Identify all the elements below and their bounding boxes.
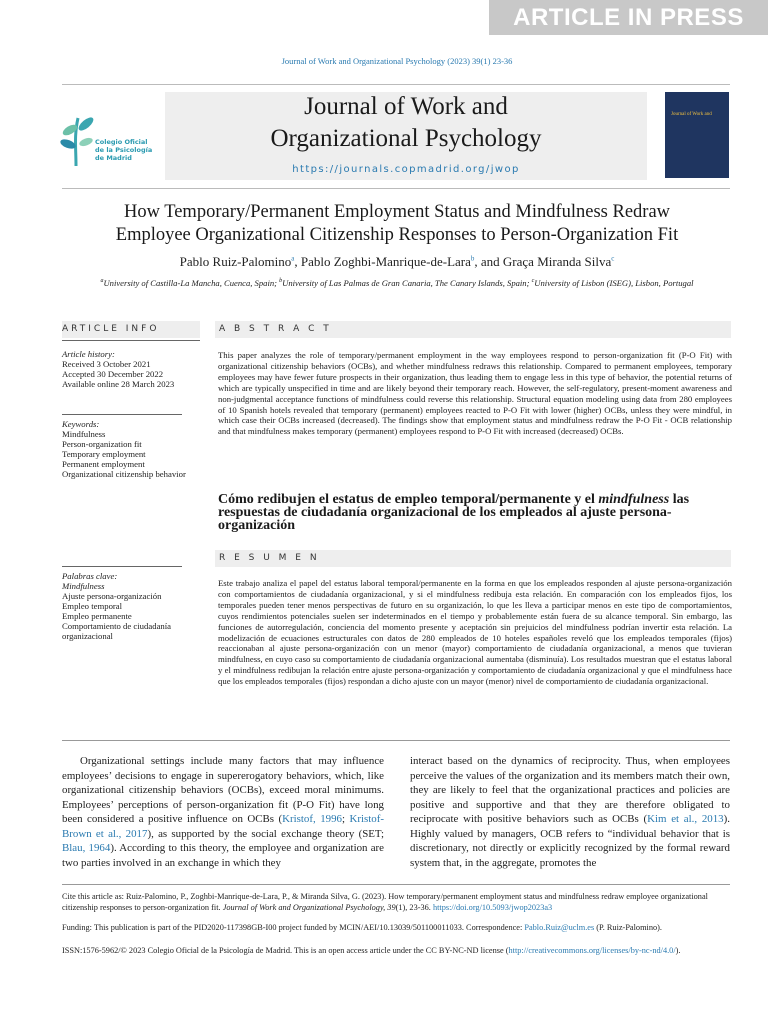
citation-link[interactable]: Kristof, 1996 xyxy=(282,813,342,825)
logo-text-line: de Madrid xyxy=(95,154,132,162)
cover-title: Journal of Work and xyxy=(671,112,712,117)
publisher-logo xyxy=(60,104,160,174)
body-text: ), as supported by the social exchange theory (SET; xyxy=(147,827,384,840)
divider xyxy=(62,340,200,341)
keywords-label: Keywords: xyxy=(62,419,100,429)
keyword: Ajuste persona-organización xyxy=(62,591,162,601)
history-item: Received 3 October 2021 xyxy=(62,359,151,369)
body-text: interact based on the dynamics of reciprocity. Thus, when employees perceive the values of the organization and its members match their own, they are likely to feel that the organizational practices and policies are positive and supportive and that they are therefore obligated to reciprocate with positive behaviors such as OCBs ( xyxy=(410,755,730,825)
citation-link[interactable]: Blau, 1964 xyxy=(62,842,111,854)
article-in-press-banner: ARTICLE IN PRESS xyxy=(489,0,768,35)
abstract-header: A B S T R A C T xyxy=(215,321,731,338)
spanish-title xyxy=(218,493,732,532)
history-item: Available online 28 March 2023 xyxy=(62,379,175,389)
body-text: ). Highly valued by managers, OCB refers to “individual behavior that is discretionary, not directly or explicitly recognized by the formal reward system that, in the aggregate, promotes the xyxy=(410,813,730,869)
journal-cover-thumbnail xyxy=(665,92,729,178)
funding-text: (P. Ruiz-Palomino). xyxy=(594,923,662,932)
affiliation: University of Las Palmas de Gran Canaria, The Canary Islands, Spain; xyxy=(282,278,532,288)
journal-reference[interactable]: Journal of Work and Organizational Psychology (2023) 39(1) 23-36 xyxy=(281,56,513,66)
author-name[interactable]: Pablo Zoghbi-Manrique-de-Lara xyxy=(300,254,471,269)
divider xyxy=(62,740,730,741)
divider xyxy=(62,188,730,189)
divider xyxy=(62,84,730,85)
citation-link[interactable]: Kristof-Brown et al., 2017 xyxy=(62,813,384,840)
body-text: ; xyxy=(342,813,350,825)
resumen-text: Este trabajo analiza el papel del estatus laboral temporal/permanente en la forma en que los empleados responden al ajuste persona-organización con comportamientos de ciudadanía organizacional, y si el mindfulness redibuja esta relación. En comparación con los empleados fijos, los temporales pueden tener menos perspectivas de futuro en su organización, lo que les lleva a participar menos en este tipo de comportamientos, cuyos rendimientos potenciales suelen ser indeterminados en el tiempo y probablemente están fuera de su alcance temporal. Sin embargo, las funciones de autorregulación, conciencia del momento presente y aceptación sin prejuicios del mindfulness podrían invertir esta relación. La modelización de ecuaciones estructurales con datos de 280 empleados de 10 hoteles españoles reveló que los empleados temporales (fijos) reaccionaban al ajuste persona-organización con un menor (mayor) comportamiento de ciudadanía organizacional, a menos que tuvieran mindfulness, en cuyo caso su comportamiento de ciudadanía organizacional aumentaba (disminuía). Los resultados muestran que el estatus laboral y el mindfulness redibujan la relación entre ajuste persona-organización y comportamiento de ciudadanía organizacional y que el mindfulness hace que los empleados temporales (fijos) respondan a dicho ajuste con un mayor (menor) nivel de comportamiento de ciudadanía organizacional. xyxy=(218,578,732,687)
body-text: Organizational settings include many factors that may influence employees’ decisions to engage in supererogatory behaviors, which, like organizational citizenship behaviors (OCBs), exceed moral minimums. Employees’ perceptions of person-organization fit (P-O Fit) have long been considered a positive influence on OCBs ( xyxy=(62,755,384,825)
citation-link[interactable]: Kim et al., 2013 xyxy=(647,813,724,825)
license-link[interactable]: http://creativecommons.org/licenses/by-nc-nd/4.0/ xyxy=(508,946,676,955)
logo-text-line: Colegio Oficial xyxy=(95,138,148,146)
article-info-header: ARTICLE INFO xyxy=(62,321,200,338)
author-affil-mark: c xyxy=(611,254,615,263)
divider xyxy=(62,566,182,567)
history-item: Accepted 30 December 2022 xyxy=(62,369,164,379)
author-list xyxy=(0,254,768,270)
divider xyxy=(62,414,182,415)
doi-link[interactable]: https://doi.org/10.5093/jwop2023a3 xyxy=(432,903,553,912)
journal-title-line2: Organizational Psychology xyxy=(270,125,542,152)
spanish-title-em: mindfulness xyxy=(598,492,670,507)
body-text: ). According to this theory, the employee and organization are two parties involved in an exchange in which they xyxy=(62,842,385,869)
body-column-right xyxy=(410,754,730,870)
affil-mark: a xyxy=(100,278,104,285)
journal-title-line1: Journal of Work and xyxy=(304,93,508,120)
keyword: Organizational citizenship behavior xyxy=(62,469,186,479)
keyword: Person-organization fit xyxy=(62,439,142,449)
separator: , and xyxy=(474,254,503,269)
affiliation: University of Lisbon (ISEG), Lisbon, Portugal xyxy=(534,278,694,288)
author-name[interactable]: Graça Miranda Silva xyxy=(502,254,612,269)
keyword: Mindfulness xyxy=(62,581,105,591)
leaf-logo-icon xyxy=(60,108,94,168)
affiliation: University of Castilla-La Mancha, Cuenca, Spain; xyxy=(103,278,280,288)
spanish-title-part: Cómo redibujen el estatus de empleo temporal/permanente y el xyxy=(218,492,599,507)
resumen-header: R E S U M E N xyxy=(215,550,731,567)
cite-text: Cite this article as: Ruiz-Palomino, P., Zoghbi-Manrique-de-Lara, P., & Miranda Silva, G. (2023). How temporary/permanent employment status and mindfulness redraw employee organizational citizenship responses to person-organization fit. xyxy=(62,892,708,912)
author-name[interactable]: Pablo Ruiz-Palomino xyxy=(179,254,292,269)
keyword: Comportamiento de ciudadanía organizacional xyxy=(62,621,172,641)
cite-journal: Journal of Work and Organizational Psychology, 39 xyxy=(222,903,396,912)
citation-note xyxy=(62,891,732,913)
cite-text: (1), 23-36. xyxy=(395,903,433,912)
history-label: Article history: xyxy=(62,349,115,359)
funding-text: Funding: This publication is part of the PID2020-117398GB-I00 project funded by MCIN/AEI/10.13039/501100011033. Correspondence: xyxy=(62,923,525,932)
funding-note xyxy=(62,922,732,933)
affil-mark: c xyxy=(531,278,535,285)
keyword: Empleo temporal xyxy=(62,601,123,611)
issn-license-note xyxy=(62,945,732,956)
palabras-clave xyxy=(62,571,202,641)
affiliations xyxy=(0,278,768,288)
keyword: Permanent employment xyxy=(62,459,145,469)
email-link[interactable]: Pablo.Ruiz@uclm.es xyxy=(524,923,595,932)
affil-mark: b xyxy=(279,278,283,285)
keyword: Empleo permanente xyxy=(62,611,132,621)
palabras-label: Palabras clave: xyxy=(62,571,118,581)
issn-text: ISSN:1576-5962/© 2023 Colegio Oficial de la Psicología de Madrid. This is an open access article under the CC BY-NC-ND license ( xyxy=(62,946,509,955)
journal-url-link[interactable]: https://journals.copmadrid.org/jwop xyxy=(292,164,520,175)
abstract-text: This paper analyzes the role of temporary/permanent employment in the way employees respond to person-organization fit (P-O Fit) with organizational citizenship behaviors (OCBs), and whether mindfulness redraws this relationship. Compared to permanent employees, temporary employees may have fewer future prospects in their organization, thus leading them to engage less in this type of behavior, the potential returns of which are typically unspecified in time and are likely beyond their temporary reach. However, the self-regulatory, present-moment awareness and non-judgmental acceptance functions of mindfulness could reverse this relationship. Structural equation modeling using data from 280 employees of 10 Spanish hotels revealed that temporary (permanent) employees reacted to P-O Fit with lower (higher) OCBs, unless they were mindful, in which case their OCBs increased (decreased). The findings show that employment status and mindfulness redraw the P-O Fit - OCB relationship and that mindfulness makes temporary (permanent) employees respond to P-O Fit with increased (decreased) OCBs. xyxy=(218,350,732,437)
body-column-left xyxy=(62,754,384,870)
logo-text-line: de la Psicología xyxy=(95,146,153,154)
issn-text: ). xyxy=(675,946,681,955)
author-affil-mark: b xyxy=(470,254,475,263)
article-title-line1: How Temporary/Permanent Employment Status and Mindfulness Redraw xyxy=(123,202,671,222)
separator: , xyxy=(294,254,301,269)
article-history xyxy=(62,349,200,389)
keyword: Mindfulness xyxy=(62,429,106,439)
keyword: Temporary employment xyxy=(62,449,146,459)
divider xyxy=(62,884,730,885)
author-affil-mark: a xyxy=(291,254,295,263)
spanish-title-part: las respuestas de ciudadanía organizacional de los empleados al ajuste persona-organización xyxy=(218,492,690,533)
keywords xyxy=(62,419,212,479)
article-title-line2: Employee Organizational Citizenship Responses to Person-Organization Fit xyxy=(115,225,679,245)
